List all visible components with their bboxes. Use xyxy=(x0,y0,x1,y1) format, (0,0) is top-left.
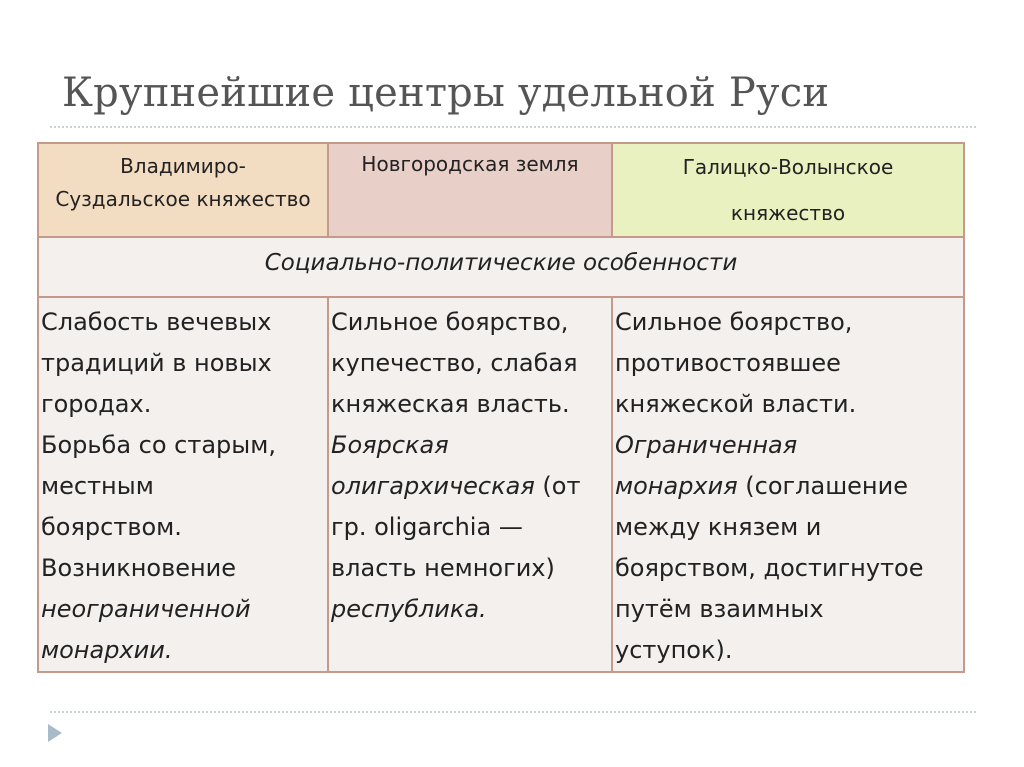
cell1-line4: Борьба со старым, xyxy=(41,431,276,459)
cell1-line1: Слабость вечевых xyxy=(41,308,272,336)
cell1-line8 xyxy=(41,589,327,630)
cell2-line5-plain: (от xyxy=(534,472,581,500)
cell1-line9 xyxy=(41,630,327,671)
cell3-line6: между князем и xyxy=(615,513,822,541)
header-vladimir-suzdal-line2: Суздальское княжество xyxy=(55,187,311,211)
cell-novgorod xyxy=(328,297,612,672)
header-vladimir-suzdal-line1: Владимиро- xyxy=(120,154,246,178)
band-heading: Социально-политические особенности xyxy=(264,250,738,276)
comparison-table xyxy=(37,142,965,673)
cell1-line9-italic: монархии. xyxy=(41,636,173,664)
cell2-line2: купечество, слабая xyxy=(331,349,578,377)
cell3-line7: боярством, достигнутое xyxy=(615,554,924,582)
cell-vladimir-suzdal xyxy=(38,297,328,672)
header-galicia-volhynia-line2: княжество xyxy=(730,201,846,225)
cell1-line7: Возникновение xyxy=(41,554,237,582)
cell3-line1: Сильное боярство, xyxy=(615,308,853,336)
band-row xyxy=(38,237,964,297)
header-novgorod xyxy=(328,143,612,237)
cell3-line4 xyxy=(615,425,963,466)
cell2-line8 xyxy=(331,589,611,630)
slide-title: Крупнейшие центры удельной Руси xyxy=(62,70,830,116)
header-row xyxy=(38,143,964,237)
cell2-line7: власть немногих) xyxy=(331,554,555,582)
cell3-line5-italic: монархия xyxy=(615,472,738,500)
header-galicia-volhynia-line1: Галицко-Волынское xyxy=(682,155,894,179)
cell-galicia-volhynia xyxy=(612,297,964,672)
cell2-line4 xyxy=(331,425,611,466)
cell3-line5-plain: (соглашение xyxy=(737,472,908,500)
cell3-line4-italic: Ограниченная xyxy=(615,431,798,459)
content-row xyxy=(38,297,964,672)
cell2-line3: княжеская власть. xyxy=(331,390,570,418)
cell1-line6: боярством. xyxy=(41,513,182,541)
cell1-line5: местным xyxy=(41,472,154,500)
header-novgorod-line1: Новгородская земля xyxy=(361,152,579,176)
cell2-line5-italic: олигархическая xyxy=(331,472,535,500)
cell3-line2: противостоявшее xyxy=(615,349,841,377)
header-vladimir-suzdal xyxy=(38,143,328,237)
cell2-line5 xyxy=(331,466,611,507)
cell3-line9: уступок). xyxy=(615,636,733,664)
bottom-divider xyxy=(50,711,976,713)
cell2-line1: Сильное боярство, xyxy=(331,308,569,336)
cell3-line5 xyxy=(615,466,963,507)
cell2-line4-italic: Боярская xyxy=(331,431,449,459)
header-galicia-volhynia xyxy=(612,143,964,237)
cell3-line8: путём взаимных xyxy=(615,595,824,623)
band-cell xyxy=(38,237,964,297)
cell2-line8-italic: республика. xyxy=(331,595,487,623)
cell3-line3: княжеской власти. xyxy=(615,390,857,418)
top-divider xyxy=(50,126,976,128)
triangle-right-icon xyxy=(48,724,62,742)
cell2-line6: гр. oligarchia — xyxy=(331,513,523,541)
cell1-line8-italic: неограниченной xyxy=(41,595,251,623)
cell1-line2: традиций в новых xyxy=(41,349,272,377)
cell1-line3: городах. xyxy=(41,390,152,418)
